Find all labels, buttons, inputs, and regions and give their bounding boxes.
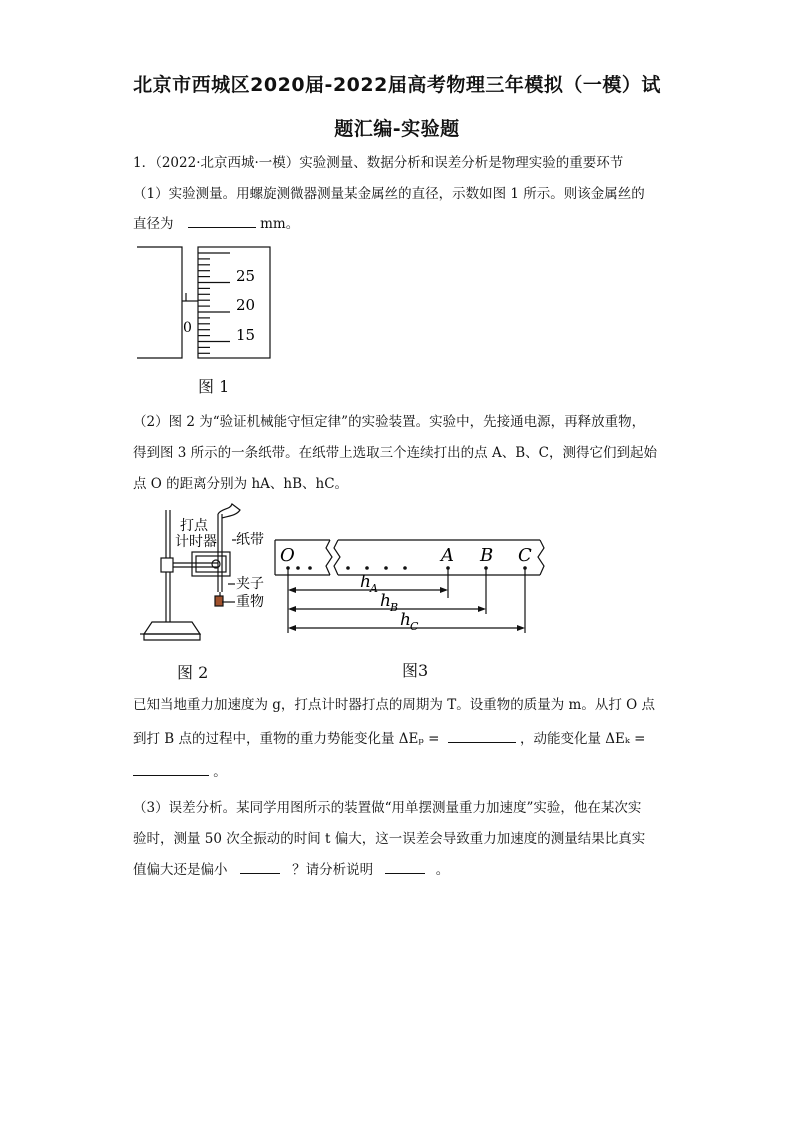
label-weight: 重物 <box>236 594 264 610</box>
point-O-label: O <box>280 545 295 566</box>
figure-3-caption: 图3 <box>402 661 429 680</box>
label-hA-sub: A <box>370 582 378 595</box>
part-2-line-3: 点 O 的距离分别为 hA、hB、hC。 <box>133 476 349 492</box>
part-2-line-6 <box>133 760 227 780</box>
potential-energy-label: 到打 B 点的过程中，重物的重力势能变化量 ΔEₚ = <box>133 731 440 747</box>
kinetic-energy-end: 。 <box>213 764 227 780</box>
diameter-unit: mm。 <box>260 216 300 232</box>
tape-dot <box>365 566 369 570</box>
part-2-line-2: 得到图 3 所示的一条纸带。在纸带上选取三个连续打出的点 A、B、C，测得它们到起始 <box>133 445 657 461</box>
point-B-label: B <box>480 545 494 566</box>
doc-title-line-2: 题汇编-实验题 <box>334 118 460 140</box>
micrometer-frame <box>137 247 182 279</box>
part-2-line-4: 已知当地重力加速度为 g，打点计时器打点的周期为 T。设重物的质量为 m。从打 O 点 <box>133 697 655 713</box>
doc-title-line-1: 北京市西城区2020届-2022届高考物理三年模拟（一模）试 <box>133 74 661 96</box>
part-1-line-2 <box>133 212 299 232</box>
explain-label: ？请分析说明 <box>292 862 374 878</box>
part-3-line-3 <box>133 858 449 878</box>
part-1-line-1: （1）实验测量。用螺旋测微器测量某金属丝的直径，示数如图 1 所示。则该金属丝的 <box>133 186 645 202</box>
tape-dot <box>384 566 388 570</box>
tape-dot <box>403 566 407 570</box>
weight-block <box>215 596 223 606</box>
figure-2-apparatus <box>140 500 280 685</box>
figure-1-caption: 图 1 <box>198 377 230 396</box>
potential-energy-answer-blank[interactable] <box>448 728 516 743</box>
part-3-end: 。 <box>435 862 450 878</box>
point-C-label: C <box>518 545 532 566</box>
figure-2-caption: 图 2 <box>177 663 209 682</box>
tape-dot <box>446 566 450 570</box>
part-2-line-1: （2）图 2 为“验证机械能守恒定律”的实验装置。实验中，先接通电源，再释放重物， <box>133 414 646 430</box>
label-hB-h: h <box>380 591 391 611</box>
tick-label-15: 15 <box>236 326 256 344</box>
tape-break-right <box>334 540 340 575</box>
label-hC-sub: C <box>410 620 419 633</box>
part-2-line-5 <box>133 727 645 747</box>
bias-question-label: 值偏大还是偏小 <box>133 862 228 878</box>
kinetic-energy-answer-blank[interactable] <box>133 761 209 776</box>
bias-answer-blank[interactable] <box>240 859 280 874</box>
label-timer-line-2: 计时器 <box>175 534 217 550</box>
tape-dot <box>346 566 350 570</box>
part-3-line-2: 验时，测量 50 次全振动的时间 t 偏大，这一误差会导致重力加速度的测量结果比真实 <box>133 831 646 847</box>
label-hB-sub: B <box>390 601 399 614</box>
tick-label-25: 25 <box>236 267 256 285</box>
tape-dot <box>296 566 300 570</box>
tape-dot <box>484 566 488 570</box>
diameter-answer-blank[interactable] <box>188 213 256 228</box>
label-timer-line-1: 打点 <box>180 518 208 534</box>
tape-dot <box>308 566 312 570</box>
part-3-line-1: （3）误差分析。某同学用图所示的装置做“用单摆测量重力加速度”实验，他在某次实 <box>133 800 642 816</box>
base-plate <box>144 622 200 634</box>
tape-dots <box>286 566 527 570</box>
tape-dot <box>523 566 527 570</box>
figure-3-paper-tape <box>270 530 555 645</box>
question-1-intro: 1．（2022·北京西城·一模）实验测量、数据分析和误差分析是物理实验的重要环节 <box>133 155 624 171</box>
point-A-label: A <box>441 545 454 566</box>
label-hC-h: h <box>400 610 411 630</box>
hand-icon <box>218 504 240 518</box>
thimble-ticks <box>198 253 230 353</box>
explain-answer-blank[interactable] <box>385 859 425 874</box>
kinetic-energy-label: ，动能变化量 ΔEₖ = <box>520 731 646 747</box>
label-hA-h: h <box>360 572 371 592</box>
tick-label-20: 20 <box>236 296 256 314</box>
tape-break-left <box>326 540 332 575</box>
tape-dot <box>286 566 290 570</box>
label-paper-tape: 纸带 <box>236 532 264 548</box>
sleeve-zero-label: 0 <box>183 320 192 336</box>
label-clip: 夹子 <box>236 576 264 592</box>
diameter-label: 直径为 <box>133 216 174 232</box>
